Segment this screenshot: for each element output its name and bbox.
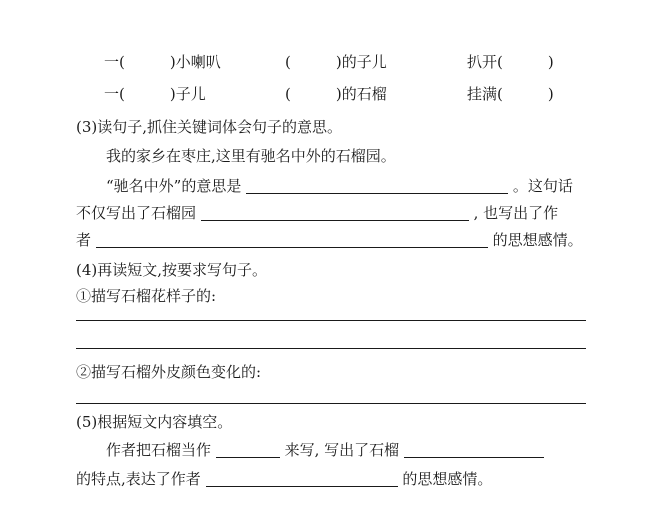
word-item: 扒开( ) [467,53,554,71]
answer-blank[interactable] [96,232,488,248]
word-item: 挂满( ) [467,85,554,103]
line-text: 的特点,表达了作者 [76,470,201,488]
line-text: 不仅写出了石榴园 [76,204,197,222]
answer-line[interactable] [76,348,586,349]
word-item: ( )的石榴 [285,85,387,103]
answer-blank[interactable] [201,205,469,221]
line-text: 的思想感情。 [402,470,493,488]
question-3-heading: (3)读句子,抓住关键词体会句子的意思。 [76,118,343,136]
word-row-2 [0,84,650,104]
line-text: 的思想感情。 [492,231,583,249]
question-4-sub-2: ②描写石榴外皮颜色变化的: [76,363,262,381]
word-item: ( )的子儿 [285,53,387,71]
line-text: 作者把石榴当作 [106,441,212,459]
question-5-line-1 [106,440,544,460]
answer-blank[interactable] [216,442,280,458]
answer-line[interactable] [76,403,586,404]
line-text: 。这句话 [512,177,573,195]
line-text: 来写, 写出了石榴 [284,441,400,459]
word-row-1 [0,52,650,72]
word-item: 一( )小喇叭 [104,53,221,71]
question-3-sentence: 我的家乡在枣庄,这里有驰名中外的石榴园。 [106,147,396,165]
question-3-line-1 [106,176,573,196]
word-item: 一( )子儿 [104,85,206,103]
answer-line[interactable] [76,320,586,321]
answer-blank[interactable] [246,178,508,194]
line-text: “驰名中外”的意思是 [106,177,242,195]
question-5-heading: (5)根据短文内容填空。 [76,413,233,431]
answer-blank[interactable] [206,471,398,487]
question-3-line-2 [76,203,558,223]
question-4-sub-1: ①描写石榴花样子的: [76,287,217,305]
question-5-line-2 [76,469,492,489]
line-text: 者 [76,231,92,249]
line-text: , 也写出了作 [473,204,559,222]
answer-blank[interactable] [404,442,544,458]
question-4-heading: (4)再读短文,按要求写句子。 [76,261,268,279]
question-3-line-3 [76,230,583,250]
